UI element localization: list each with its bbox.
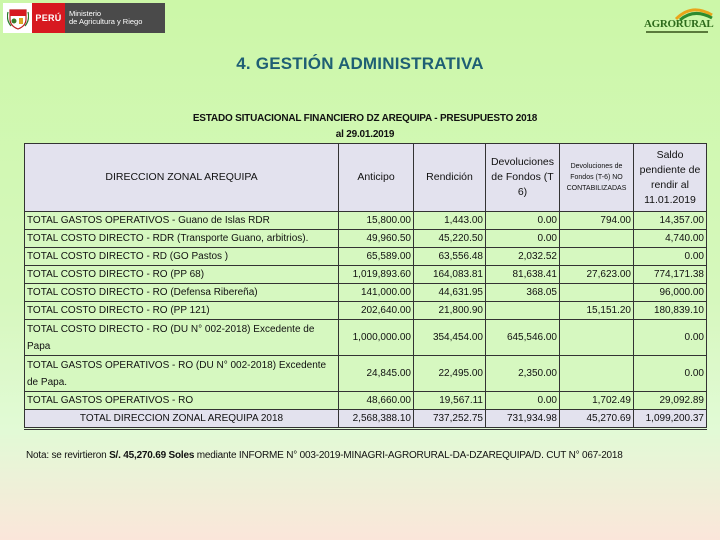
note-report: INFORME N° 003-2019-MINAGRI-AGRORURAL-DA-DZAREQUIPA/D. CUT N° 067-2018 xyxy=(238,450,623,461)
table-title-line1: ESTADO SITUACIONAL FINANCIERO DZ AREQUIPA - PRESUPUESTO 2018 xyxy=(192,113,538,124)
cell-rendicion: 44,631.95 xyxy=(414,284,486,302)
cell-no-contabilizadas xyxy=(560,356,634,392)
cell-no-contabilizadas xyxy=(560,320,634,356)
row-label: TOTAL COSTO DIRECTO - RO (PP 121) xyxy=(25,302,339,320)
total-saldo: 1,099,200.37 xyxy=(634,410,707,429)
cell-no-contabilizadas xyxy=(560,284,634,302)
table-row xyxy=(25,356,707,392)
cell-devoluciones: 368.05 xyxy=(486,284,560,302)
table-row xyxy=(25,284,707,302)
col-header-no-contabilizadas: Devoluciones de Fondos (T-6) NO CONTABILIZADAS xyxy=(560,144,634,212)
cell-anticipo: 141,000.00 xyxy=(339,284,414,302)
cell-anticipo: 49,960.50 xyxy=(339,230,414,248)
cell-anticipo: 1,000,000.00 xyxy=(339,320,414,356)
agrorural-logo xyxy=(644,5,718,35)
financial-status-table xyxy=(24,143,707,430)
total-rendicion: 737,252.75 xyxy=(414,410,486,429)
row-label: TOTAL GASTOS OPERATIVOS - RO (DU N° 002-2018) Excedente de Papa. xyxy=(25,356,339,392)
cell-saldo: 4,740.00 xyxy=(634,230,707,248)
peru-label: PERÚ xyxy=(32,3,65,33)
col-header-devoluciones: Devoluciones de Fondos (T 6) xyxy=(486,144,560,212)
footnote xyxy=(26,450,623,461)
cell-anticipo: 15,800.00 xyxy=(339,212,414,230)
table-row xyxy=(25,320,707,356)
cell-no-contabilizadas: 794.00 xyxy=(560,212,634,230)
cell-rendicion: 45,220.50 xyxy=(414,230,486,248)
coat-of-arms-icon xyxy=(3,3,32,33)
note-middle: mediante xyxy=(194,450,239,461)
cell-saldo: 96,000.00 xyxy=(634,284,707,302)
cell-devoluciones: 0.00 xyxy=(486,212,560,230)
row-label: TOTAL COSTO DIRECTO - RDR (Transporte Guano, arbitrios). xyxy=(25,230,339,248)
table-row xyxy=(25,212,707,230)
row-label: TOTAL COSTO DIRECTO - RO (DU N° 002-2018) Excedente de Papa xyxy=(25,320,339,356)
note-prefix: Nota: se revirtieron xyxy=(26,450,110,461)
cell-devoluciones: 2,032.52 xyxy=(486,248,560,266)
total-no-contabilizadas: 45,270.69 xyxy=(560,410,634,429)
cell-saldo: 0.00 xyxy=(634,248,707,266)
cell-devoluciones: 2,350.00 xyxy=(486,356,560,392)
cell-rendicion: 22,495.00 xyxy=(414,356,486,392)
page-title: 4. GESTIÓN ADMINISTRATIVA xyxy=(236,54,484,73)
table-title xyxy=(0,111,720,143)
cell-rendicion: 354,454.00 xyxy=(414,320,486,356)
cell-rendicion: 19,567.11 xyxy=(414,392,486,410)
table-row xyxy=(25,302,707,320)
col-header-rendicion: Rendición xyxy=(414,144,486,212)
cell-rendicion: 21,800.90 xyxy=(414,302,486,320)
table-title-line2: al 29.01.2019 xyxy=(335,129,395,140)
col-header-anticipo: Anticipo xyxy=(339,144,414,212)
cell-no-contabilizadas xyxy=(560,248,634,266)
table-header-row xyxy=(25,144,707,212)
total-row xyxy=(25,410,707,429)
ministry-label xyxy=(65,3,165,33)
table-row xyxy=(25,266,707,284)
table-row xyxy=(25,248,707,266)
cell-no-contabilizadas: 27,623.00 xyxy=(560,266,634,284)
cell-saldo: 180,839.10 xyxy=(634,302,707,320)
cell-saldo: 14,357.00 xyxy=(634,212,707,230)
cell-anticipo: 202,640.00 xyxy=(339,302,414,320)
col-header-direccion: DIRECCION ZONAL AREQUIPA xyxy=(25,144,339,212)
row-label: TOTAL COSTO DIRECTO - RO (Defensa Ribereña) xyxy=(25,284,339,302)
col-header-saldo: Saldo pendiente de rendir al 11.01.2019 xyxy=(634,144,707,212)
cell-no-contabilizadas: 15,151.20 xyxy=(560,302,634,320)
agrorural-tagline xyxy=(646,31,708,33)
ministry-line2: de Agricultura y Riego xyxy=(69,17,143,26)
cell-rendicion: 164,083.81 xyxy=(414,266,486,284)
cell-no-contabilizadas xyxy=(560,230,634,248)
ministry-line1: Ministerio xyxy=(69,9,102,18)
cell-devoluciones xyxy=(486,302,560,320)
table-row xyxy=(25,230,707,248)
minagri-logo xyxy=(3,3,165,33)
row-label: TOTAL GASTOS OPERATIVOS - RO xyxy=(25,392,339,410)
total-devoluciones: 731,934.98 xyxy=(486,410,560,429)
cell-saldo: 774,171.38 xyxy=(634,266,707,284)
row-label: TOTAL GASTOS OPERATIVOS - Guano de Islas RDR xyxy=(25,212,339,230)
cell-anticipo: 24,845.00 xyxy=(339,356,414,392)
row-label: TOTAL COSTO DIRECTO - RD (GO Pastos ) xyxy=(25,248,339,266)
cell-rendicion: 1,443.00 xyxy=(414,212,486,230)
cell-no-contabilizadas: 1,702.49 xyxy=(560,392,634,410)
cell-saldo: 29,092.89 xyxy=(634,392,707,410)
row-label: TOTAL COSTO DIRECTO - RO (PP 68) xyxy=(25,266,339,284)
cell-devoluciones: 0.00 xyxy=(486,230,560,248)
cell-devoluciones: 0.00 xyxy=(486,392,560,410)
cell-anticipo: 1,019,893.60 xyxy=(339,266,414,284)
cell-anticipo: 48,660.00 xyxy=(339,392,414,410)
table-row xyxy=(25,392,707,410)
agrorural-brand: AGRORURAL xyxy=(644,18,714,30)
cell-saldo: 0.00 xyxy=(634,320,707,356)
total-label: TOTAL DIRECCION ZONAL AREQUIPA 2018 xyxy=(25,410,339,429)
cell-saldo: 0.00 xyxy=(634,356,707,392)
cell-rendicion: 63,556.48 xyxy=(414,248,486,266)
cell-anticipo: 65,589.00 xyxy=(339,248,414,266)
note-amount: S/. 45,270.69 Soles xyxy=(109,450,195,461)
cell-devoluciones: 645,546.00 xyxy=(486,320,560,356)
cell-devoluciones: 81,638.41 xyxy=(486,266,560,284)
total-anticipo: 2,568,388.10 xyxy=(339,410,414,429)
